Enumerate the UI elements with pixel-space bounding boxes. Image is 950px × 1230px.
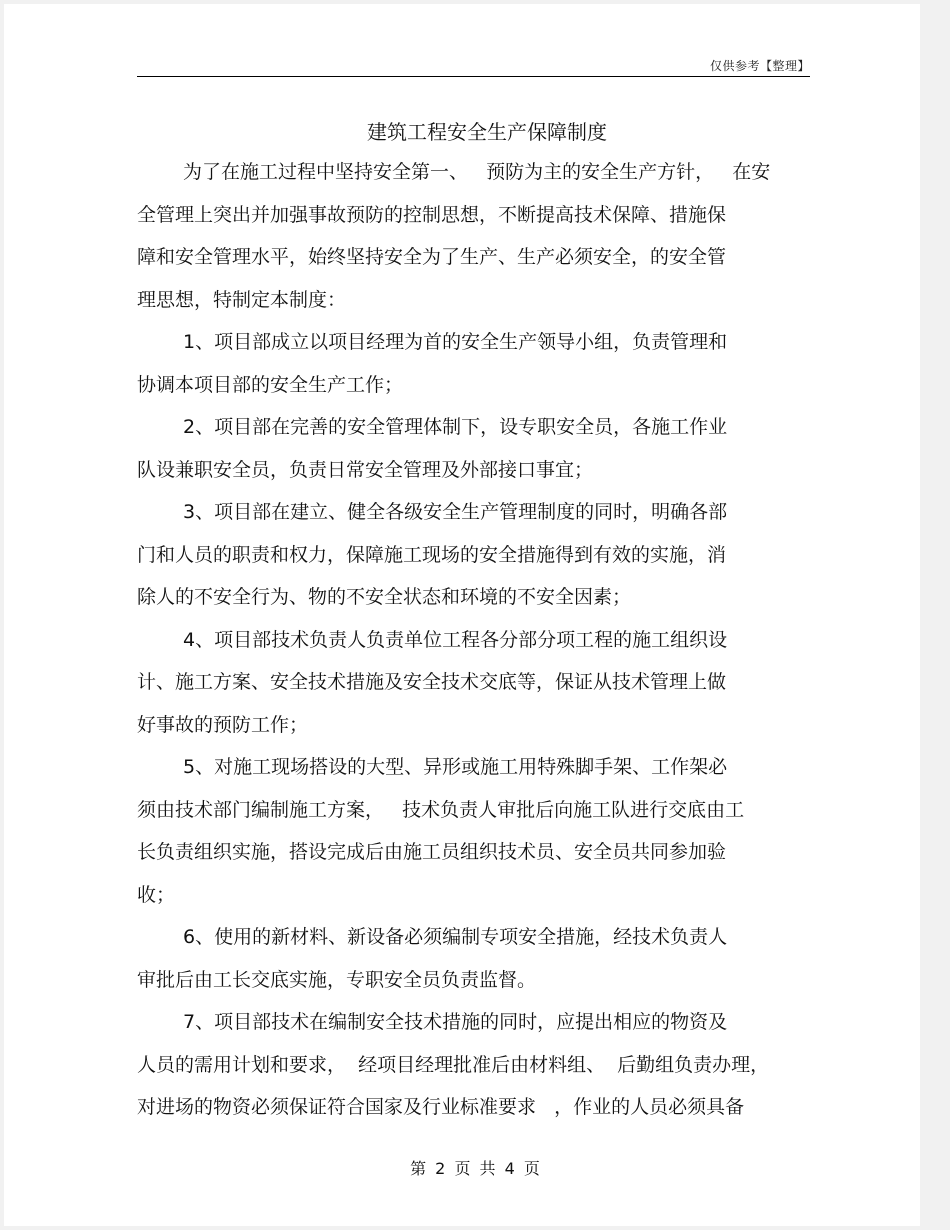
body-line: 对进场的物资必须保证符合国家及行业标准要求 ，作业的人员必须具备 (137, 1096, 745, 1118)
body-line: 障和安全管理水平，始终坚持安全为了生产、生产必须安全，的安全管 (137, 246, 727, 268)
body-line: 7、项目部技术在编制安全技术措施的同时，应提出相应的物资及 (183, 1011, 728, 1033)
body-line: 收； (137, 884, 176, 906)
body-line: 3、项目部在建立、健全各级安全生产管理制度的同时，明确各部 (183, 501, 728, 523)
body-line: 审批后由工长交底实施，专职安全员负责监督。 (137, 969, 537, 991)
body-line: 5、对施工现场搭设的大型、异形或施工用特殊脚手架、工作架必 (183, 756, 728, 778)
body-line: 为了在施工过程中坚持安全第一、 预防为主的安全生产方针， 在安 (183, 161, 771, 183)
page-header: 仅供参考【整理】 (709, 59, 810, 73)
body-line: 长负责组织实施，搭设完成后由施工员组织技术员、安全员共同参加验 (137, 841, 727, 863)
body-line: 4、项目部技术负责人负责单位工程各分部分项工程的施工组织设 (183, 629, 728, 651)
body-line: 1、项目部成立以项目经理为首的安全生产领导小组，负责管理和 (183, 331, 728, 353)
body-line: 须由技术部门编制施工方案， 技术负责人审批后向施工队进行交底由工 (137, 799, 745, 821)
document-page (4, 4, 920, 1226)
body-line: 队设兼职安全员，负责日常安全管理及外部接口事宜； (137, 459, 594, 481)
body-line: 除人的不安全行为、物的不安全状态和环境的不安全因素； (137, 586, 632, 608)
body-line: 理思想，特制定本制度： (137, 289, 347, 311)
body-line: 人员的需用计划和要求， 经项目经理批准后由材料组、 后勤组负责办理， (137, 1054, 770, 1076)
body-line: 全管理上突出并加强事故预防的控制思想，不断提高技术保障、措施保 (137, 204, 727, 226)
body-line: 协调本项目部的安全生产工作； (137, 374, 404, 396)
body-line: 计、施工方案、安全技术措施及安全技术交底等，保证从技术管理上做 (137, 671, 727, 693)
document-title: 建筑工程安全生产保障制度 (367, 120, 607, 144)
body-line: 门和人员的职责和权力，保障施工现场的安全措施得到有效的实施，消 (137, 544, 727, 566)
page-number-footer: 第 2 页 共 4 页 (410, 1159, 540, 1178)
body-line: 好事故的预防工作； (137, 714, 309, 736)
body-line: 2、项目部在完善的安全管理体制下，设专职安全员，各施工作业 (183, 416, 728, 438)
body-line: 6、使用的新材料、新设备必须编制专项安全措施，经技术负责人 (183, 926, 728, 948)
header-rule (137, 76, 810, 77)
